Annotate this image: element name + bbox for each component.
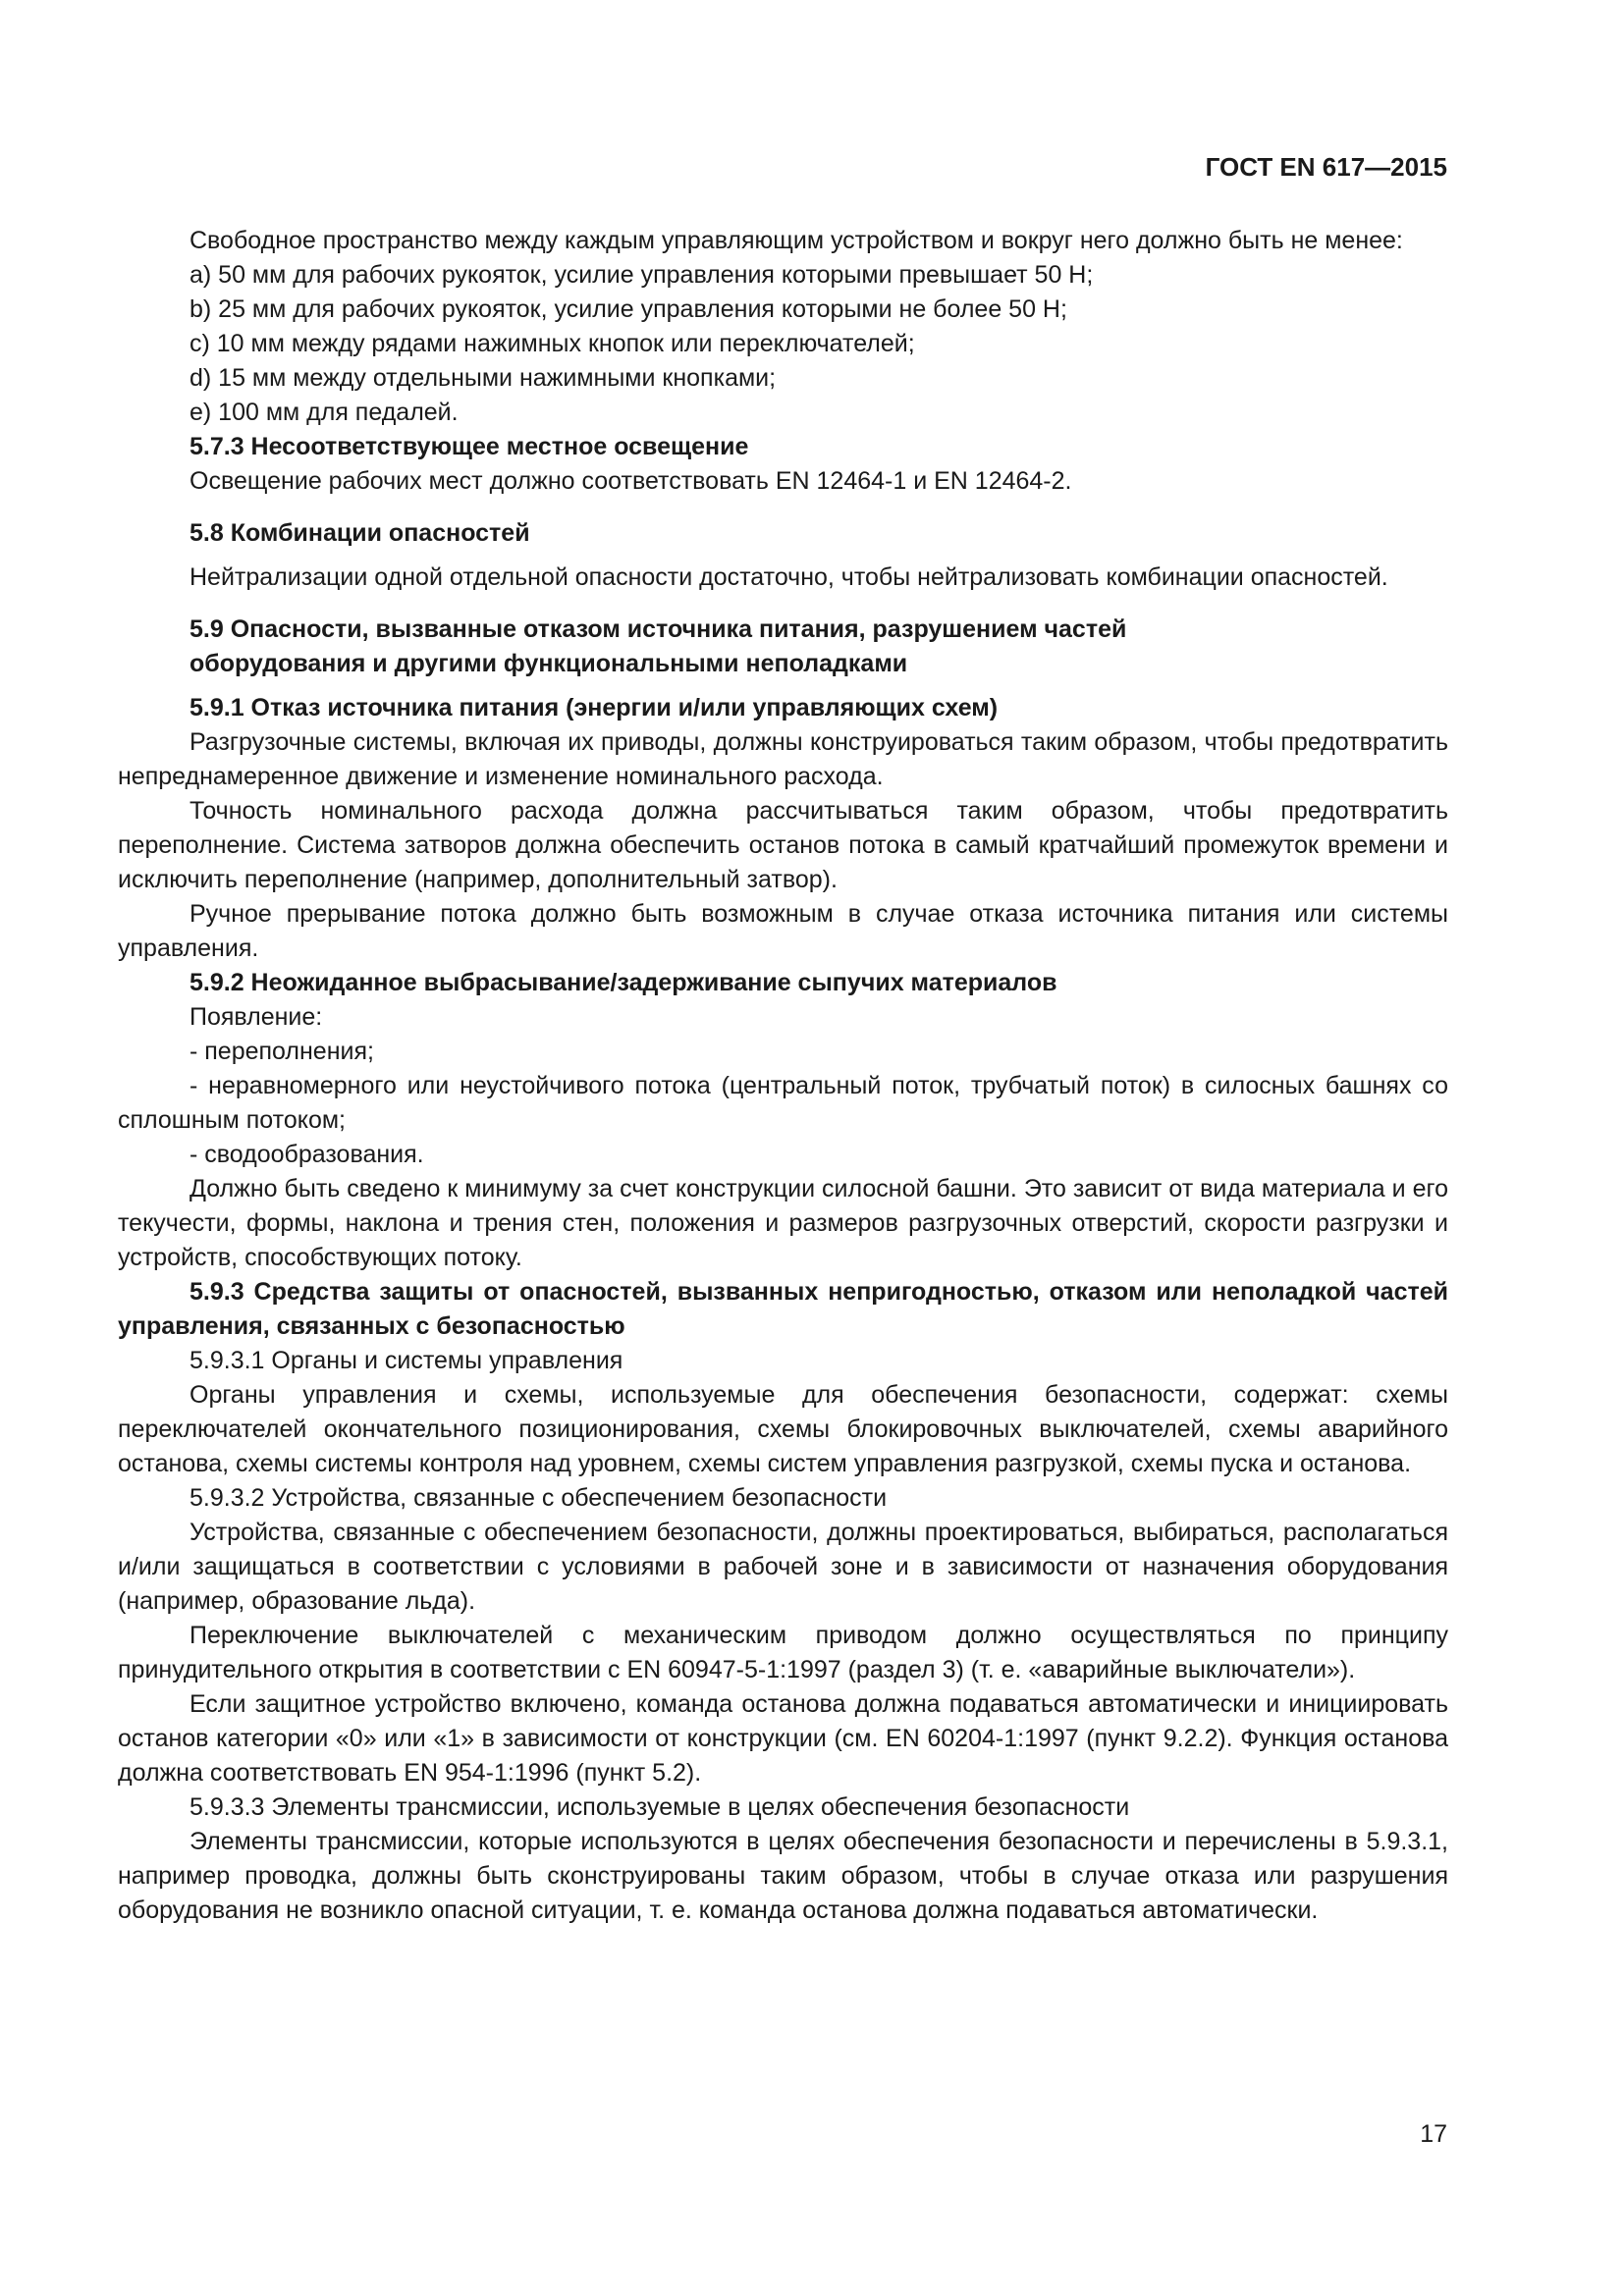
document-header-standard-id: ГОСТ EN 617—2015: [1205, 152, 1447, 182]
section-heading-5-9-line1: 5.9 Опасности, вызванные отказом источника питания, разрушением частей: [189, 615, 1127, 643]
section-heading-5-9: [118, 613, 1448, 681]
list-item: - неравномерного или неустойчивого потока (центральный поток, трубчатый поток) в силосных башнях со сплошным потоком;: [118, 1072, 1448, 1134]
list-item: - переполнения;: [189, 1038, 374, 1065]
intro-paragraph: Свободное пространство между каждым управляющим устройством и вокруг него должно быть не менее:: [189, 227, 1403, 254]
page-number: 17: [1420, 2120, 1447, 2148]
list-item: e) 100 мм для педалей.: [189, 399, 459, 426]
subsection-heading-5-9-3-3: 5.9.3.3 Элементы трансмиссии, используемые в целях обеспечения безопасности: [189, 1793, 1130, 1821]
section-paragraph: Если защитное устройство включено, команда останова должна подаваться автоматически и инициировать останов категории «0» или «1» в зависимости от конструкции (см. EN 60204-1:1997 (пункт 9.2.2). Функция останова должна соответствовать EN 954-1:1996 (пункт 5.2).: [118, 1690, 1448, 1787]
section-paragraph: Ручное прерывание потока должно быть возможным в случае отказа источника питания или системы управления.: [118, 900, 1448, 962]
document-body: [118, 224, 1448, 1928]
section-paragraph: Переключение выключателей с механическим приводом должно осуществляться по принципу принудительного открытия в соответствии с EN 60947-5-1:1997 (раздел 3) (т. е. «аварийные выключатели»).: [118, 1622, 1448, 1683]
section-paragraph: Точность номинального расхода должна рассчитываться таким образом, чтобы предотвратить переполнение. Система затворов должна обеспечить останов потока в самый кратчайший промежуток времени и исключить переполнение (например, дополнительный затвор).: [118, 797, 1448, 893]
section-paragraph: Органы управления и схемы, используемые для обеспечения безопасности, содержат: схемы переключателей окончательного позиционирования, схемы блокировочных выключателей, схемы аварийного останова, схемы системы контроля над уровнем, схемы систем управления разгрузкой, схемы пуска и останова.: [118, 1381, 1448, 1477]
section-paragraph: Нейтрализации одной отдельной опасности достаточно, чтобы нейтрализовать комбинации опасностей.: [189, 563, 1388, 591]
subsection-heading-5-9-3-2: 5.9.3.2 Устройства, связанные с обеспечением безопасности: [189, 1484, 888, 1512]
list-item: - сводообразования.: [189, 1141, 424, 1168]
section-heading-5-9-3: 5.9.3 Средства защиты от опасностей, вызванных непригодностью, отказом или неполадкой частей управления, связанных с безопасностью: [118, 1278, 1448, 1340]
subsection-heading-5-9-3-1: 5.9.3.1 Органы и системы управления: [189, 1347, 623, 1374]
section-heading-5-9-line2: оборудования и другими функциональными неполадками: [189, 650, 908, 677]
section-paragraph: Элементы трансмиссии, которые используются в целях обеспечения безопасности и перечислены в 5.9.3.1, например проводка, должны быть сконструированы таким образом, чтобы в случае отказа или разрушения оборудования не возникло опасной ситуации, т. е. команда останова должна подаваться автоматически.: [118, 1828, 1448, 1924]
section-paragraph: Разгрузочные системы, включая их приводы, должны конструироваться таким образом, чтобы предотвратить непреднамеренное движение и изменение номинального расхода.: [118, 728, 1448, 790]
section-heading-5-9-2: 5.9.2 Неожиданное выбрасывание/задерживание сыпучих материалов: [189, 969, 1057, 996]
list-item: d) 15 мм между отдельными нажимными кнопками;: [189, 364, 777, 392]
section-paragraph: Должно быть сведено к минимуму за счет конструкции силосной башни. Это зависит от вида материала и его текучести, формы, наклона и трения стен, положения и размеров разгрузочных отверстий, скорости разгрузки и устройств, способствующих потоку.: [118, 1175, 1448, 1271]
list-item: a) 50 мм для рабочих рукояток, усилие управления которыми превышает 50 Н;: [189, 261, 1094, 289]
section-paragraph: Освещение рабочих мест должно соответствовать EN 12464-1 и EN 12464-2.: [189, 467, 1072, 495]
section-paragraph: Устройства, связанные с обеспечением безопасности, должны проектироваться, выбираться, располагаться и/или защищаться в соответствии с условиями в рабочей зоне и в зависимости от назначения оборудования (например, образование льда).: [118, 1519, 1448, 1615]
list-item: c) 10 мм между рядами нажимных кнопок или переключателей;: [189, 330, 915, 357]
section-heading-5-8: 5.8 Комбинации опасностей: [189, 519, 530, 547]
section-heading-5-7-3: 5.7.3 Несоответствующее местное освещение: [189, 433, 749, 460]
section-heading-5-9-1: 5.9.1 Отказ источника питания (энергии и/или управляющих схем): [189, 694, 999, 721]
list-item: b) 25 мм для рабочих рукояток, усилие управления которыми не более 50 Н;: [189, 295, 1067, 323]
section-paragraph: Появление:: [189, 1003, 323, 1031]
